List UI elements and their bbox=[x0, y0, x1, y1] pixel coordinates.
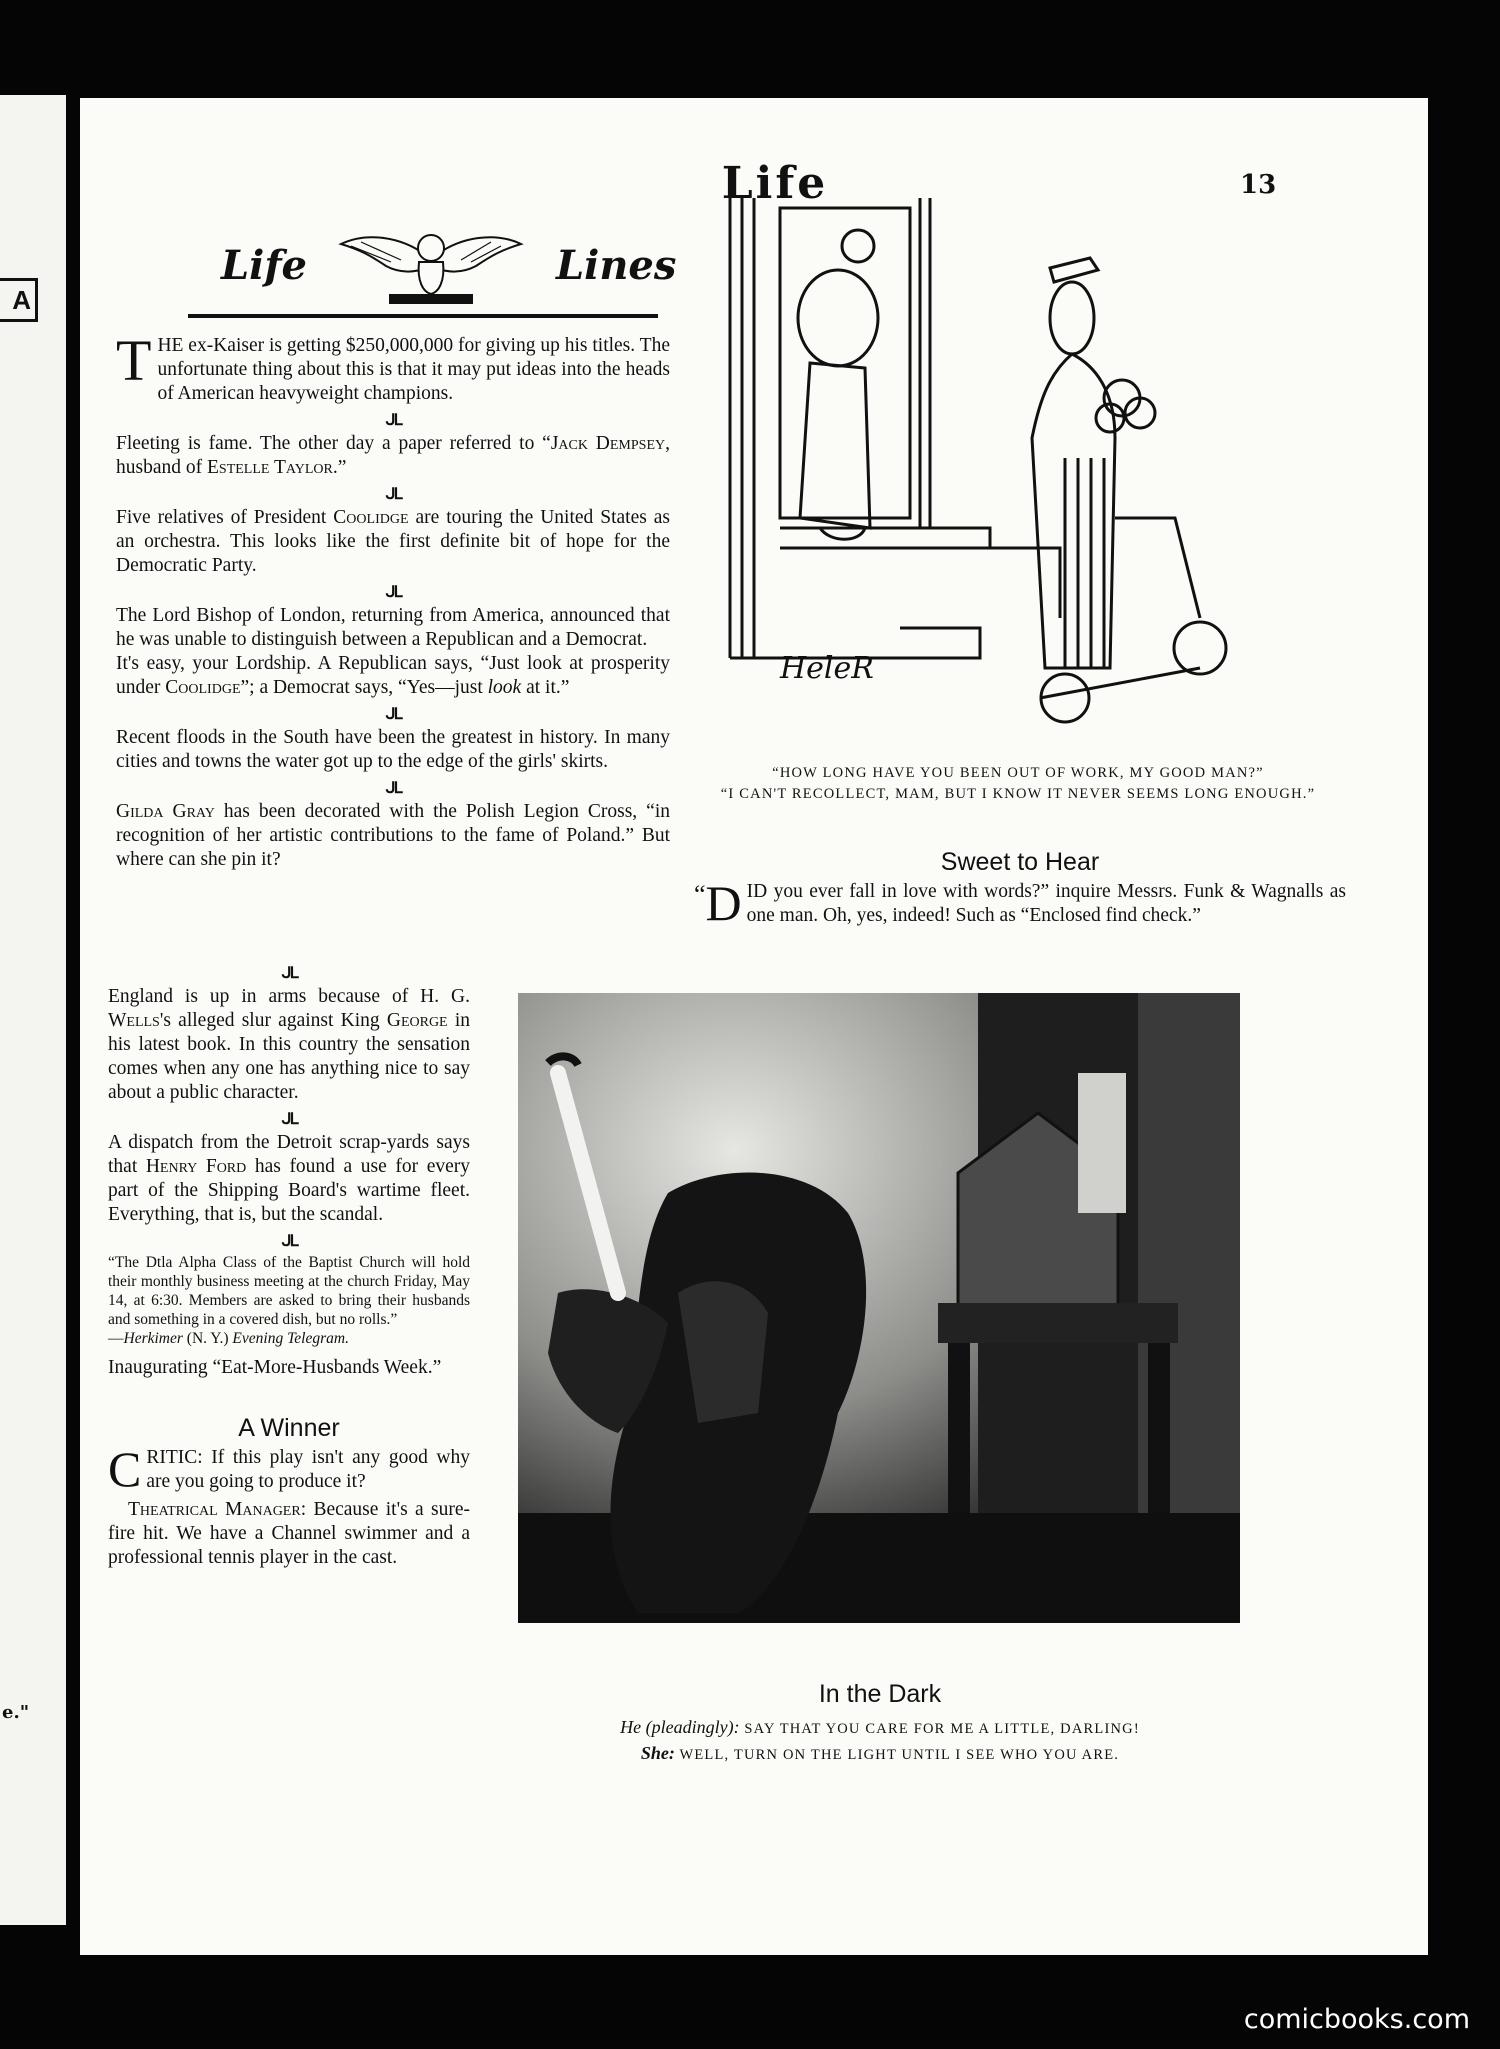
separator: ᒍᒪ bbox=[385, 706, 401, 723]
life-lines-title-right: Lines bbox=[556, 242, 677, 289]
separator: ᒍᒪ bbox=[385, 486, 401, 503]
in-the-dark-she-line: She: WELL, TURN ON THE LIGHT UNTIL I SEE WHO YOU ARE. bbox=[640, 1743, 1120, 1763]
in-the-dark-title: In the Dark bbox=[818, 1680, 942, 1708]
item-hg-wells: England is up in arms because of H. G. Wells's alleged slur against King George in his latest book. In this country the sensation comes when any one has anything nice to say about a public character. bbox=[108, 986, 470, 1103]
separator: ᒍᒪ bbox=[281, 965, 297, 982]
cartoon-signature: HeleR bbox=[780, 651, 874, 686]
page-number: 13 bbox=[1240, 170, 1277, 200]
item-eat-more-husbands: Inaugurating “Eat-More-Husbands Week.” bbox=[108, 1357, 442, 1378]
in-the-dark-caption bbox=[500, 1680, 1260, 1767]
cartoon-caption-line-2: “I CAN'T RECOLLECT, MAM, BUT I KNOW IT NEVER SEEMS LONG ENOUGH.” bbox=[720, 786, 1316, 802]
a-winner-manager: Theatrical Manager: Because it's a sure-fire hit. We have a Channel swimmer and a professional tennis player in the cast. bbox=[108, 1499, 470, 1568]
sweet-to-hear-text: “ D ID you ever fall in love with words?” inquire Messrs. Funk & Wagnalls as one man. Oh, yes, indeed! Such as “Enclosed find check.” bbox=[694, 875, 1346, 931]
cartoon-caption bbox=[688, 763, 1348, 805]
separator: ᒍᒪ bbox=[281, 1111, 297, 1128]
sweet-to-hear-section bbox=[694, 850, 1346, 932]
sweet-to-hear-title: Sweet to Hear bbox=[940, 848, 1100, 876]
a-winner-critic: CRITIC: If this play isn't any good why are you going to produce it? bbox=[108, 1441, 470, 1497]
in-the-dark-he-line: He (pleadingly): SAY THAT YOU CARE FOR ME A LITTLE, DARLING! bbox=[620, 1717, 1140, 1737]
left-facing-page bbox=[0, 95, 66, 1925]
item-baptist-quote: “The Dtla Alpha Class of the Baptist Church will hold their monthly business meeting at the church Friday, May 14, at 6:30. Members are asked to bring their husbands and something in a covered dish, but no rolls.” —Herkimer (N. Y.) Evening Telegram. bbox=[108, 1254, 470, 1347]
separator: ᒍᒪ bbox=[385, 412, 401, 429]
a-winner-title: A Winner bbox=[238, 1414, 340, 1442]
left-page-letter: A bbox=[0, 278, 38, 322]
magazine-page bbox=[80, 98, 1428, 1955]
cartoon-caption-line-1: “HOW LONG HAVE YOU BEEN OUT OF WORK, MY GOOD MAN?” bbox=[772, 765, 1264, 781]
item-coolidge-orchestra: Five relatives of President Coolidge are touring the United States as an orchestra. This looks like the first definite bit of hope for the Democratic Party. bbox=[116, 507, 670, 576]
life-lines-title-left: Life bbox=[221, 242, 307, 289]
separator: ᒍᒪ bbox=[385, 780, 401, 797]
separator: ᒍᒪ bbox=[385, 584, 401, 601]
in-the-dark-photo bbox=[518, 993, 1240, 1623]
item-floods: Recent floods in the South have been the greatest in history. In many cities and towns the water got up to the edge of the girls' skirts. bbox=[116, 727, 670, 772]
cartoon-illustration bbox=[720, 198, 1360, 838]
life-lines-column bbox=[116, 328, 670, 876]
item-lord-bishop: The Lord Bishop of London, returning from America, announced that he was unable to distinguish between a Republican and a Democrat. It's easy, your Lordship. A Republican says, “Just look at prosperity under Coolidge”; a Democrat says, “Yes—just look at it.” bbox=[116, 605, 670, 698]
left-page-fragment: e." bbox=[2, 1702, 30, 1723]
cherub-illustration bbox=[331, 226, 531, 314]
separator: ᒍᒪ bbox=[281, 1233, 297, 1250]
heading-rule bbox=[188, 314, 658, 318]
item-gilda-gray: Gilda Gray has been decorated with the Polish Legion Cross, “in recognition of her artistic contributions to the fame of Poland.” But where can she pin it? bbox=[116, 801, 670, 870]
masthead: Life bbox=[721, 158, 829, 209]
item-ex-kaiser: THE ex-Kaiser is getting $250,000,000 for giving up his titles. The unfortunate thing about this is that it may put ideas into the heads of American heavyweight champions. bbox=[116, 328, 670, 404]
life-lines-heading bbox=[136, 226, 677, 326]
watermark: comicbooks.com bbox=[1243, 2004, 1470, 2035]
item-henry-ford: A dispatch from the Detroit scrap-yards says that Henry Ford has found a use for every part of the Shipping Board's wartime fleet. Everything, that is, but the scandal. bbox=[108, 1132, 470, 1225]
item-fleeting-fame: Fleeting is fame. The other day a paper referred to “Jack Dempsey, husband of Estelle Taylor.” bbox=[116, 433, 670, 478]
narrow-column bbox=[108, 963, 470, 1574]
